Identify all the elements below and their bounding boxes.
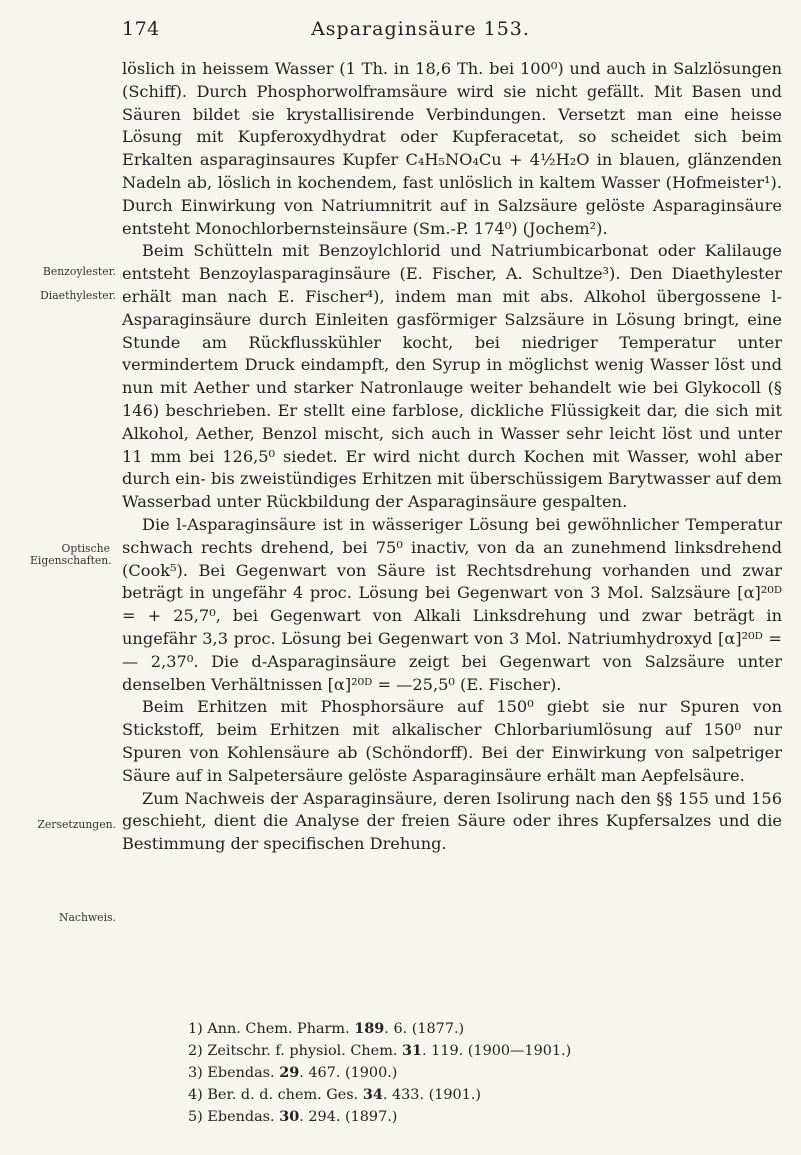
- page-header: [0, 18, 801, 48]
- margin-note-optische-eigenschaften: Optische Eigenschaften.: [30, 542, 112, 567]
- footnote: [188, 1084, 571, 1106]
- footnote-pages: . 433. (1901.): [382, 1087, 482, 1103]
- footnote: [188, 1040, 571, 1062]
- footnote: [188, 1018, 571, 1040]
- footnote-volume: 29: [279, 1064, 300, 1081]
- footnote-source: Ber. d. d. chem. Ges.: [207, 1087, 359, 1103]
- footnote-pages: . 119. (1900—1901.): [422, 1043, 572, 1059]
- footnote-mark: 5): [188, 1109, 203, 1125]
- margin-note-nachweis: Nachweis.: [59, 911, 116, 924]
- margin-note-diaethylester: Diaethylester.: [40, 289, 116, 302]
- footnote-source: Ebendas.: [207, 1065, 275, 1081]
- running-title: Asparaginsäure 153.: [311, 18, 530, 40]
- footnote-source: Zeitschr. f. physiol. Chem.: [207, 1043, 398, 1059]
- footnote-pages: . 6. (1877.): [384, 1021, 465, 1037]
- footnote-volume: 34: [362, 1086, 383, 1103]
- footnote-pages: . 467. (1900.): [299, 1065, 398, 1081]
- footnote-mark: 2): [188, 1043, 203, 1059]
- footnote-volume: 30: [279, 1108, 300, 1125]
- footnote-mark: 3): [188, 1065, 203, 1081]
- footnote-pages: . 294. (1897.): [299, 1109, 398, 1125]
- footnotes: [188, 1018, 571, 1128]
- paragraph-solubility: löslich in heissem Wasser (1 Th. in 18,6 Th. bei 100⁰) und auch in Salzlösungen (Schiff). Durch Phosphorwolframsäure wird sie nicht gefällt. Mit Basen und Säuren bildet sie krystallisirende Verbindungen. Versetzt man eine heisse Lösung mit Kupferoxydhydrat oder Kupferacetat, so scheidet sich beim Erkalten asparaginsaures Kupfer C₄H₅NO₄Cu + 4½H₂O in blauen, glänzenden Nadeln ab, löslich in kochendem, fast unlöslich in kaltem Wasser (Hofmeister¹). Durch Einwirkung von Natriumnitrit auf in Salzsäure gelöste Asparaginsäure entsteht Monochlorbernsteinsäure (Sm.-P. 174⁰) (Jochem²).: [122, 59, 782, 238]
- footnote-mark: 1): [188, 1021, 203, 1037]
- footnote-volume: 31: [402, 1042, 423, 1059]
- footnote-source: Ebendas.: [207, 1109, 275, 1125]
- margin-note-benzoylester: Benzoylester.: [42, 265, 116, 278]
- paragraph-esters: Beim Schütteln mit Benzoylchlorid und Natriumbicarbonat oder Kalilauge entsteht Benzoylasparaginsäure (E. Fischer, A. Schultze³). Den Diaethylester erhält man nach E. Fischer⁴), indem man mit abs. Alkohol übergossene l-Asparaginsäure durch Einleiten gasförmiger Salzsäure in Lösung bringt, eine Stunde am Rückflusskühler kocht, bei niedriger Temperatur unter vermindertem Druck eindampft, den Syrup in möglichst wenig Wasser löst und nun mit Aether und starker Natronlauge weiter behandelt wie bei Glykocoll (§ 146) beschrieben. Er stellt eine farblose, dickliche Flüssigkeit dar, die sich mit Alkohol, Aether, Benzol mischt, sich auch in Wasser sehr leicht löst und unter 11 mm bei 126,5⁰ siedet. Er wird nicht durch Kochen mit Wasser, wohl aber durch ein- bis zweistündiges Erhitzen mit überschüssigem Barytwasser auf dem Wasserbad unter Rückbildung der Asparaginsäure gespalten.: [122, 241, 782, 512]
- footnote-mark: 4): [188, 1087, 203, 1103]
- paragraph-decomposition: Beim Erhitzen mit Phosphorsäure auf 150⁰ giebt sie nur Spuren von Stickstoff, beim Erhitzen mit alkalischer Chlorbariumlösung auf 150⁰ nur Spuren von Kohlensäure ab (Schöndorff). Bei der Einwirkung von salpetriger Säure auf in Salpetersäure gelöste Asparaginsäure erhält man Aepfelsäure.: [122, 697, 782, 785]
- footnote-volume: 189: [354, 1020, 385, 1037]
- main-text: [122, 58, 782, 856]
- footnote: [188, 1106, 571, 1128]
- paragraph-optical: Die l-Asparaginsäure ist in wässeriger Lösung bei gewöhnlicher Temperatur schwach rechts drehend, bei 75⁰ inactiv, von da an zunehmend linksdrehend (Cook⁵). Bei Gegenwart von Säure ist Rechtsdrehung vorhanden und zwar beträgt in ungefähr 4 proc. Lösung bei Gegenwart von 3 Mol. Salzsäure [α]²⁰ᴰ = + 25,7⁰, bei Gegenwart von Alkali Linksdrehung und zwar beträgt in ungefähr 3,3 proc. Lösung bei Gegenwart von 3 Mol. Natriumhydroxyd [α]²⁰ᴰ = — 2,37⁰. Die d-Asparaginsäure zeigt bei Gegenwart von Salzsäure unter denselben Verhältnissen [α]²⁰ᴰ = —25,5⁰ (E. Fischer).: [122, 514, 782, 694]
- footnote: [188, 1062, 571, 1084]
- page-number: 174: [122, 18, 160, 40]
- footnote-source: Ann. Chem. Pharm.: [207, 1021, 350, 1037]
- margin-note-zersetzungen: Zersetzungen.: [37, 818, 116, 831]
- paragraph-detection: Zum Nachweis der Asparaginsäure, deren Isolirung nach den §§ 155 und 156 geschieht, dient die Analyse der freien Säure oder ihres Kupfersalzes und die Bestimmung der specifischen Drehung.: [122, 788, 782, 854]
